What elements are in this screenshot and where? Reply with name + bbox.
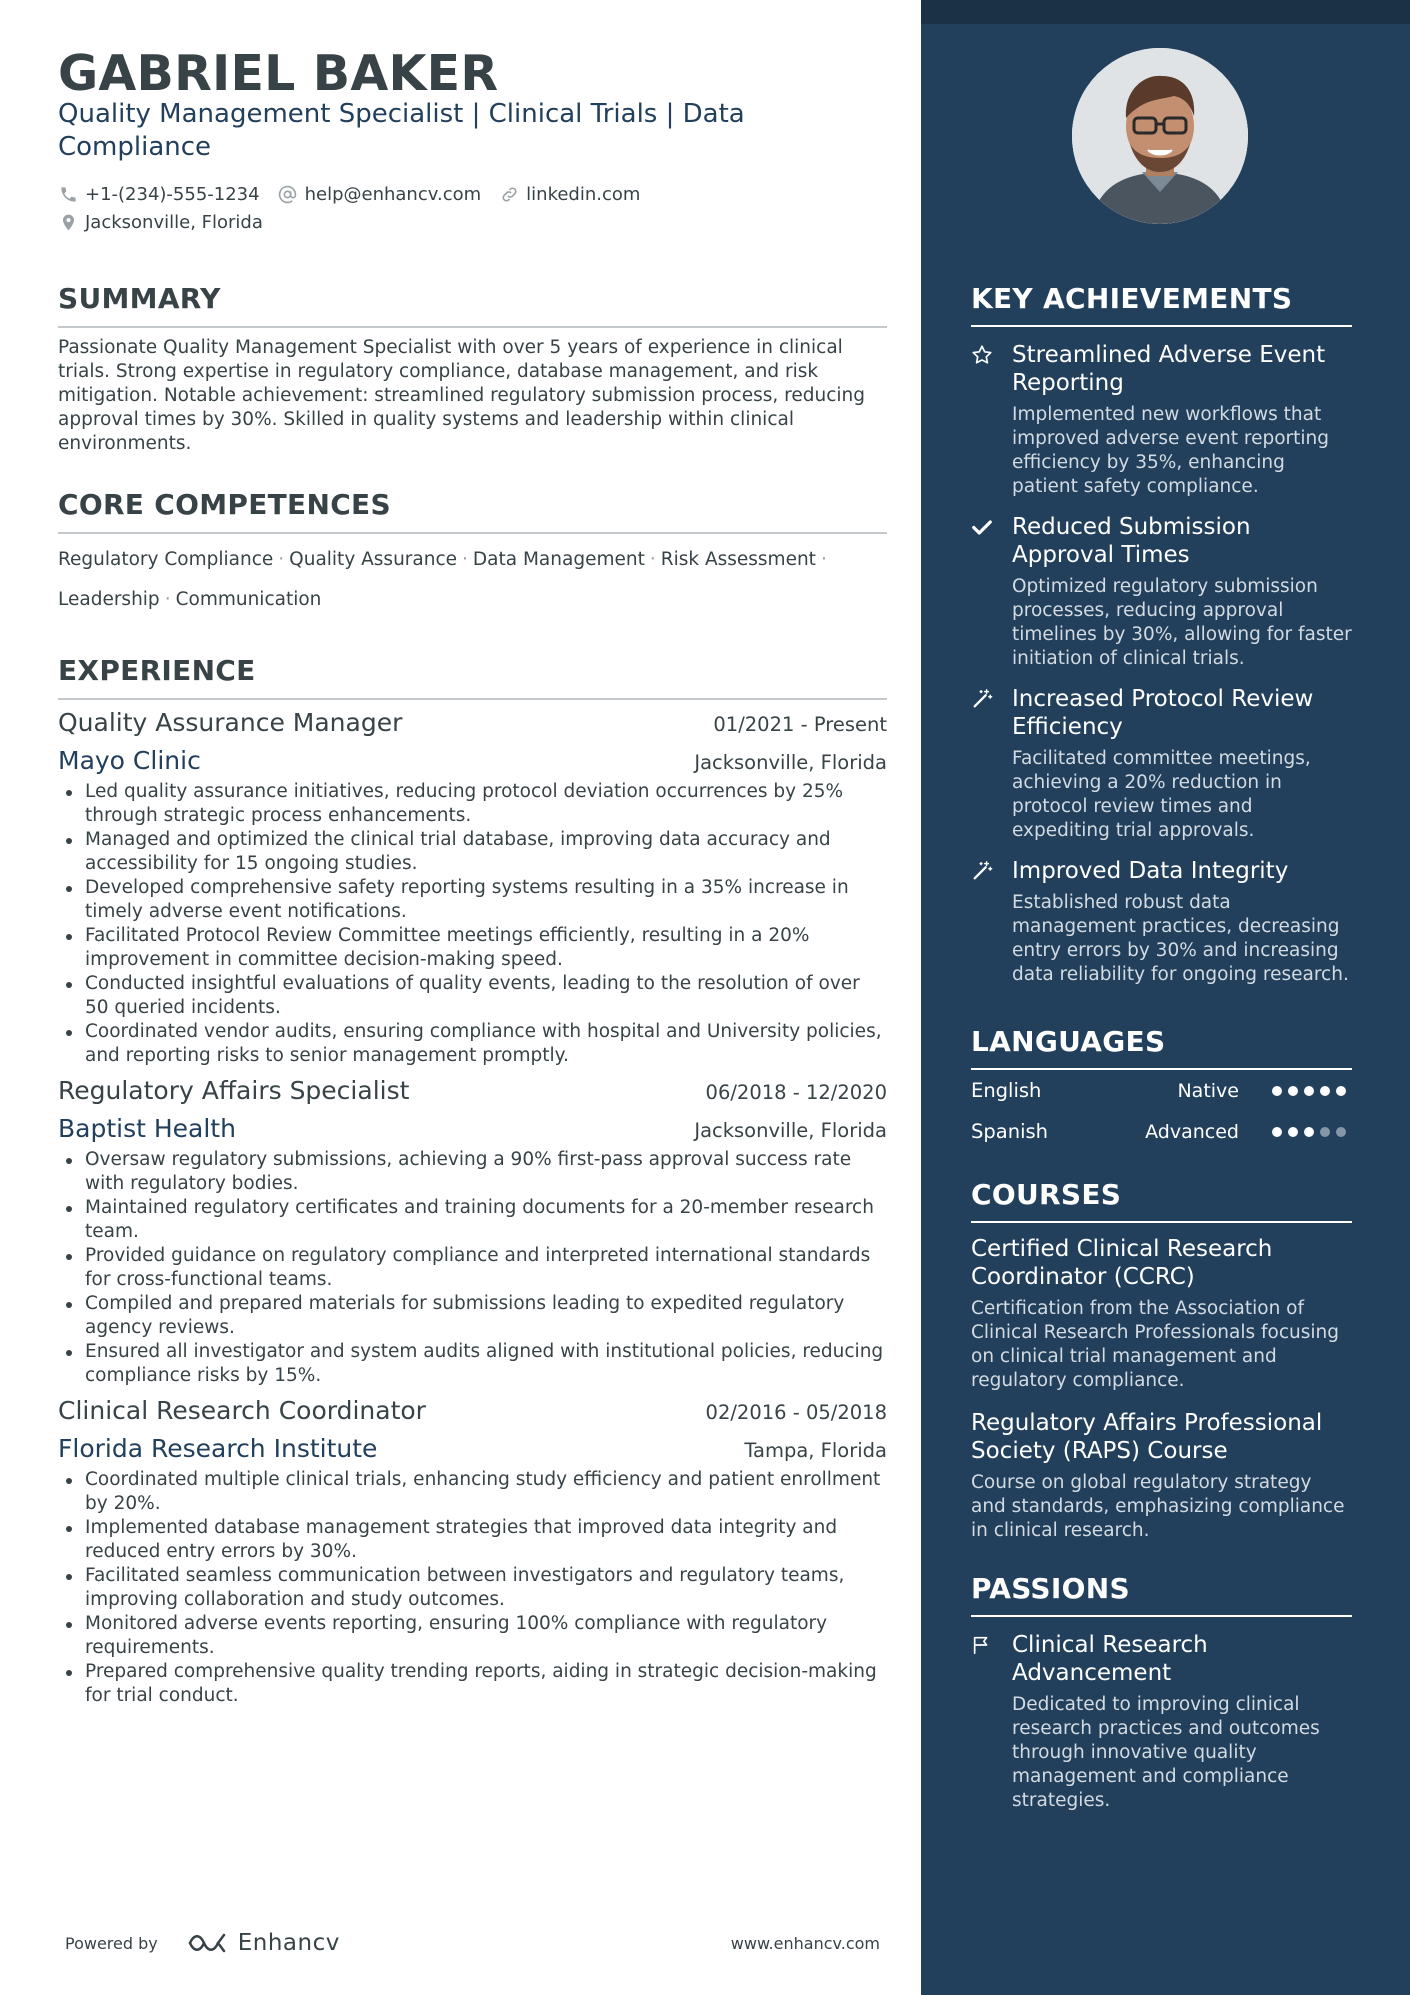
bullet-item: Coordinated multiple clinical trials, enhancing study efficiency and patient enrollment by 20%.	[58, 1468, 887, 1516]
email-address: help@enhancv.com	[304, 183, 482, 205]
experience-heading: EXPERIENCE	[58, 654, 256, 687]
section-divider	[971, 1221, 1352, 1223]
company-name: Florida Research Institute	[58, 1434, 378, 1463]
bullet-item: Maintained regulatory certificates and training documents for a 20-member research team.	[58, 1196, 887, 1244]
page-footer	[65, 1930, 880, 1956]
checkmark-icon	[971, 516, 995, 540]
language-row	[971, 1070, 1352, 1111]
competences-section	[58, 488, 887, 620]
enhancv-brand: Enhancv	[237, 1930, 340, 1956]
sidebar-top-band	[921, 0, 1410, 24]
competences-heading: CORE COMPETENCES	[58, 488, 391, 521]
phone-number: +1-(234)-555-1234	[85, 183, 260, 205]
email-contact[interactable]	[278, 184, 482, 205]
language-level: Native	[1177, 1079, 1239, 1102]
link-icon	[499, 184, 519, 204]
enhancv-logo-icon	[186, 1931, 232, 1955]
job-title: Regulatory Affairs Specialist	[58, 1076, 410, 1105]
competence-item: Data Management	[472, 549, 645, 570]
enhancv-logo[interactable]	[186, 1930, 340, 1956]
bullet-item: Monitored adverse events reporting, ensuring 100% compliance with regulatory requirements.	[58, 1612, 887, 1660]
rating-dot-empty	[1320, 1127, 1330, 1137]
rating-dot-filled	[1304, 1086, 1314, 1096]
competence-item: Risk Assessment	[660, 549, 816, 570]
section-divider	[58, 326, 887, 328]
section-divider	[58, 698, 887, 700]
company-name: Mayo Clinic	[58, 746, 201, 775]
website-link[interactable]: www.enhancv.com	[730, 1933, 880, 1953]
rating-dot-filled	[1288, 1127, 1298, 1137]
summary-section	[58, 282, 887, 456]
achievement-description: Implemented new workflows that improved adverse event reporting efficiency by 35%, enhancing patient safety compliance.	[1012, 404, 1329, 497]
location-text: Jacksonville, Florida	[85, 211, 263, 233]
competence-item: Communication	[175, 589, 322, 610]
job-entry	[58, 1396, 887, 1708]
achievement-description: Facilitated committee meetings, achieving a 20% reduction in protocol review times and expediting trial approvals.	[1012, 748, 1311, 841]
candidate-name: GABRIEL BAKER	[58, 45, 499, 102]
summary-heading: SUMMARY	[58, 282, 221, 315]
rating-dot-filled	[1272, 1127, 1282, 1137]
achievement-description: Optimized regulatory submission processes, reducing approval timelines by 30%, allowing for faster initiation of clinical trials.	[1012, 576, 1352, 669]
job-title: Clinical Research Coordinator	[58, 1396, 426, 1425]
bullet-item: Oversaw regulatory submissions, achieving a 90% first-pass approval success rate with regulatory bodies.	[58, 1148, 887, 1196]
contact-info	[58, 183, 887, 239]
powered-by-label: Powered by	[65, 1933, 158, 1953]
achievement-item	[971, 513, 1352, 671]
section-divider	[971, 1615, 1352, 1617]
achievements-heading: KEY ACHIEVEMENTS	[971, 282, 1293, 315]
bullet-item: Managed and optimized the clinical trial database, improving data accuracy and accessibility for 15 ongoing studies.	[58, 828, 887, 876]
job-entry	[58, 1076, 887, 1388]
competences-list: Regulatory Compliance · Quality Assurance · Data Management · Risk Assessment · Leadership · Communication	[58, 549, 827, 610]
competence-item: Quality Assurance	[289, 549, 458, 570]
profile-photo	[1072, 48, 1248, 224]
achievement-item	[971, 685, 1352, 843]
job-dates: 02/2016 - 05/2018	[705, 1401, 887, 1424]
magic-wand-icon	[971, 688, 995, 712]
passions-section	[971, 1572, 1352, 1813]
courses-section	[971, 1178, 1352, 1543]
rating-dot-filled	[1336, 1086, 1346, 1096]
course-description: Certification from the Association of Clinical Research Professionals focusing on clinical trial management and regulatory compliance.	[971, 1298, 1340, 1391]
bullet-item: Conducted insightful evaluations of quality events, leading to the resolution of over 50 queried incidents.	[58, 972, 887, 1020]
rating-dot-filled	[1272, 1086, 1282, 1096]
bullet-item: Provided guidance on regulatory compliance and interpreted international standards for cross-functional teams.	[58, 1244, 887, 1292]
candidate-headline: Quality Management Specialist | Clinical Trials | Data Compliance	[58, 99, 745, 162]
languages-section	[971, 1025, 1352, 1152]
sidebar	[921, 0, 1410, 1995]
rating-dot-empty	[1336, 1127, 1346, 1137]
achievement-item	[971, 857, 1352, 987]
job-bullets	[58, 780, 887, 1068]
job-title: Quality Assurance Manager	[58, 708, 403, 737]
summary-text: Passionate Quality Management Specialist with over 5 years of experience in clinical trials. Strong expertise in regulatory compliance, database management, and risk mitigation. Notable achievement: streamlined regulatory submission process, reducing approval times by 30%. Skilled in quality systems and leadership within clinical environments.	[58, 337, 865, 454]
achievement-description: Established robust data management practices, decreasing entry errors by 30% and increasing data reliability for ongoing research.	[1012, 892, 1349, 985]
job-entry	[58, 708, 887, 1068]
star-icon	[971, 344, 995, 368]
job-location: Tampa, Florida	[744, 1439, 887, 1462]
language-name: Spanish	[971, 1120, 1049, 1143]
bullet-item: Facilitated seamless communication between investigators and regulatory teams, improving collaboration and study outcomes.	[58, 1564, 887, 1612]
at-sign-icon	[278, 184, 298, 204]
achievement-title: Increased Protocol Review Efficiency	[1012, 686, 1314, 740]
flag-icon	[971, 1634, 995, 1658]
linkedin-contact[interactable]	[499, 184, 640, 205]
language-rating	[1272, 1127, 1352, 1137]
location-contact	[58, 212, 263, 233]
bullet-item: Implemented database management strategies that improved data integrity and reduced entry errors by 30%.	[58, 1516, 887, 1564]
course-item	[971, 1235, 1352, 1393]
language-row	[971, 1111, 1352, 1152]
phone-icon	[58, 184, 78, 204]
bullet-item: Developed comprehensive safety reporting systems resulting in a 35% increase in timely adverse event notifications.	[58, 876, 887, 924]
phone-contact[interactable]	[58, 184, 260, 205]
languages-heading: LANGUAGES	[971, 1025, 1166, 1058]
magic-wand-icon	[971, 860, 995, 884]
job-bullets	[58, 1468, 887, 1708]
bullet-item: Coordinated vendor audits, ensuring compliance with hospital and University policies, and reporting risks to senior management promptly.	[58, 1020, 887, 1068]
company-name: Baptist Health	[58, 1114, 236, 1143]
job-location: Jacksonville, Florida	[694, 751, 887, 774]
job-dates: 06/2018 - 12/2020	[705, 1081, 887, 1104]
achievement-title: Improved Data Integrity	[1012, 858, 1289, 884]
experience-section	[58, 654, 887, 1708]
bullet-item: Compiled and prepared materials for submissions leading to expedited regulatory agency reviews.	[58, 1292, 887, 1340]
linkedin-url: linkedin.com	[526, 183, 641, 205]
rating-dot-filled	[1320, 1086, 1330, 1096]
achievement-item	[971, 341, 1352, 499]
courses-heading: COURSES	[971, 1178, 1122, 1211]
section-divider	[58, 532, 887, 534]
powered-by	[65, 1930, 340, 1956]
passion-title: Clinical Research Advancement	[1012, 1632, 1208, 1686]
passion-description: Dedicated to improving clinical research practices and outcomes through innovative quality management and compliance strategies.	[1012, 1694, 1320, 1811]
competence-item: Leadership	[58, 589, 160, 610]
passions-heading: PASSIONS	[971, 1572, 1130, 1605]
location-pin-icon	[58, 212, 78, 232]
course-title: Regulatory Affairs Professional Society (RAPS) Course	[971, 1410, 1323, 1464]
achievement-title: Reduced Submission Approval Times	[1012, 514, 1251, 568]
course-item	[971, 1409, 1352, 1543]
bullet-item: Prepared comprehensive quality trending reports, aiding in strategic decision-making for trial conduct.	[58, 1660, 887, 1708]
achievement-title: Streamlined Adverse Event Reporting	[1012, 342, 1326, 396]
bullet-item: Ensured all investigator and system audits aligned with institutional policies, reducing compliance risks by 15%.	[58, 1340, 887, 1388]
achievements-section	[971, 282, 1352, 987]
competence-item: Regulatory Compliance	[58, 549, 274, 570]
rating-dot-filled	[1288, 1086, 1298, 1096]
bullet-item: Led quality assurance initiatives, reducing protocol deviation occurrences by 25% through strategic process enhancements.	[58, 780, 887, 828]
course-title: Certified Clinical Research Coordinator (CCRC)	[971, 1236, 1273, 1290]
section-divider	[971, 325, 1352, 327]
job-dates: 01/2021 - Present	[713, 713, 887, 736]
avatar	[1072, 48, 1248, 224]
language-rating	[1272, 1086, 1352, 1096]
job-location: Jacksonville, Florida	[694, 1119, 887, 1142]
language-level: Advanced	[1145, 1120, 1239, 1143]
bullet-item: Facilitated Protocol Review Committee meetings efficiently, resulting in a 20% improvement in committee decision-making speed.	[58, 924, 887, 972]
course-description: Course on global regulatory strategy and standards, emphasizing compliance in clinical research.	[971, 1472, 1345, 1541]
language-name: English	[971, 1079, 1042, 1102]
passion-item	[971, 1631, 1352, 1813]
rating-dot-filled	[1304, 1127, 1314, 1137]
job-bullets	[58, 1148, 887, 1388]
